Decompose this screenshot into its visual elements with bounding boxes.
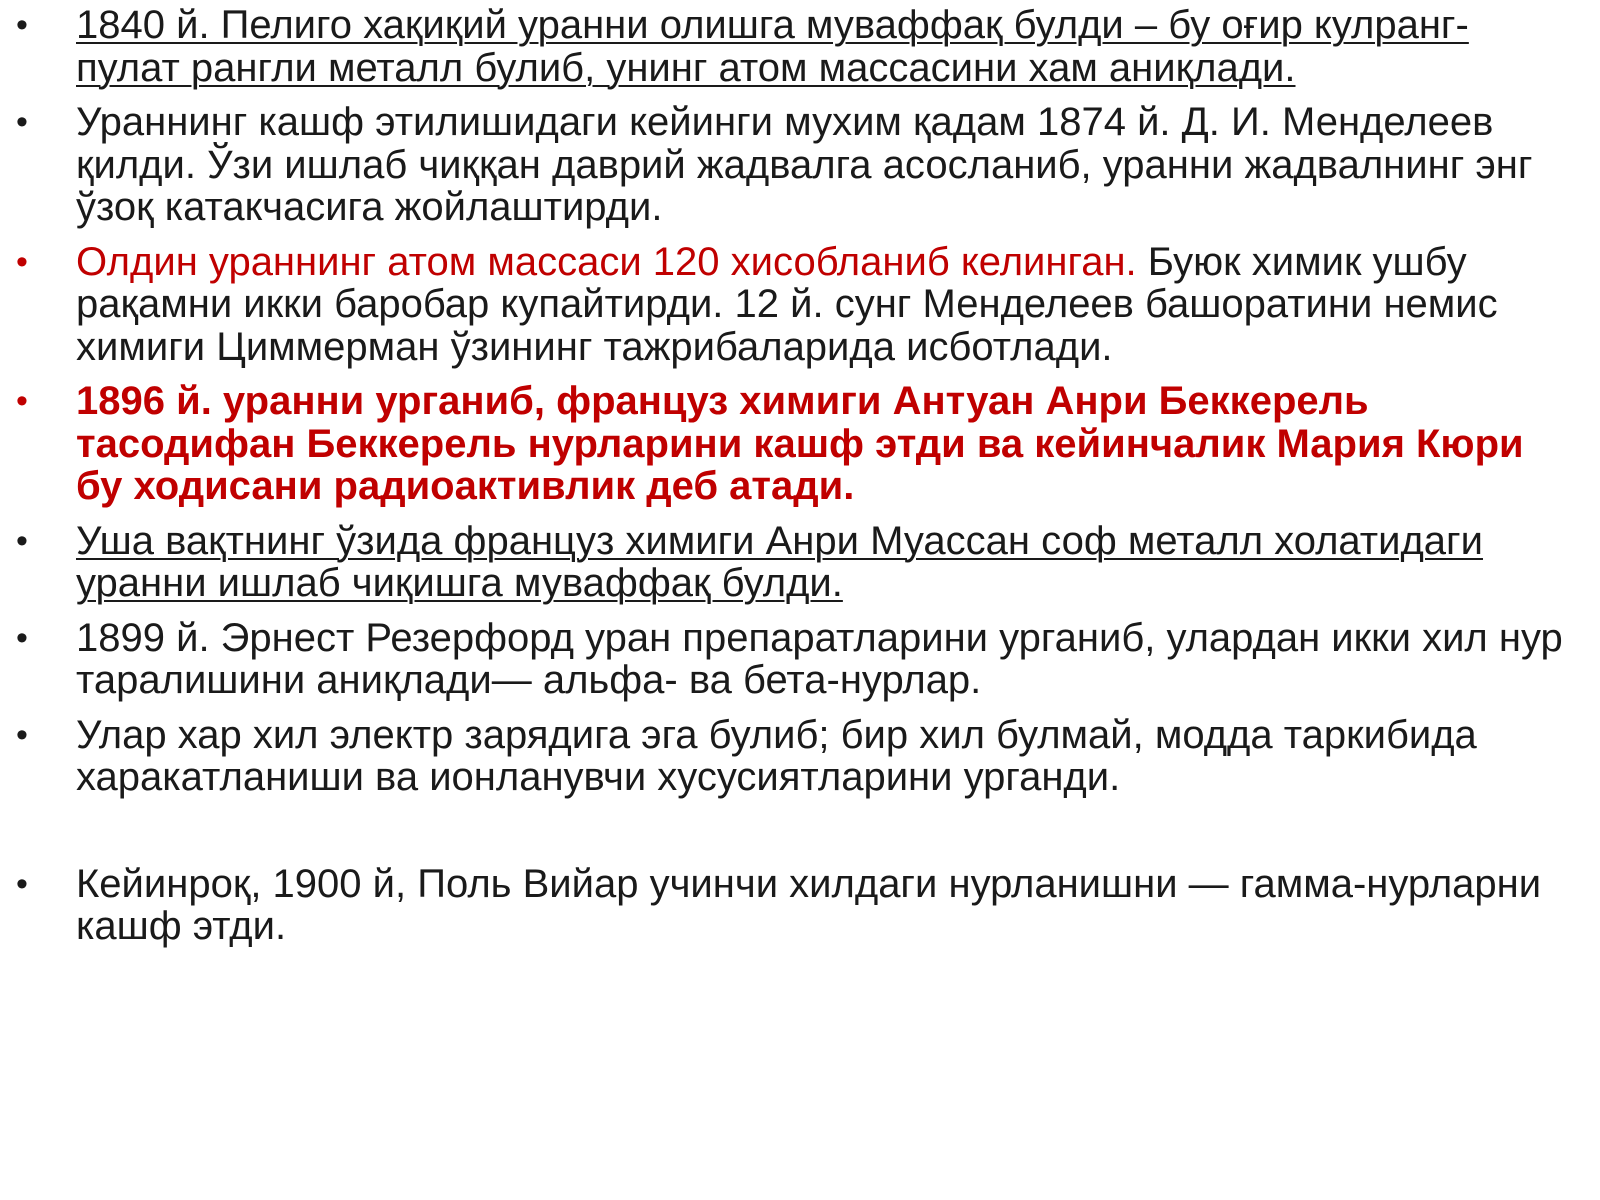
bullet-dot-icon: • <box>16 864 28 903</box>
bullet-item-1896-becquerel <box>0 380 1600 508</box>
bullet-dot-icon: • <box>16 715 28 754</box>
bullet-text: Буюк химик ушбу рақамни икки баробар купайтирди. 12 й. сунг Менделеев башоратини немис химиги Циммерман ўзининг тажрибаларида исботлади. <box>76 239 1498 369</box>
bullet-item-1899-rutherford <box>0 617 1600 702</box>
bullet-dot-icon: • <box>16 242 28 281</box>
bullet-dot-icon: • <box>16 103 28 141</box>
bullet-text: 1899 й. Эрнест Резерфорд уран препаратларини урганиб, улардан икки хил нур таралишини аниқлади— альфа- ва бета-нурлар. <box>76 615 1563 702</box>
bullet-text: Улар хар хил электр зарядига эга булиб; бир хил булмай, модда таркибида харакатланиши ва ионланувчи хусусиятларини урганди. <box>76 712 1477 799</box>
bullet-item-moissan <box>0 520 1600 605</box>
bullet-dot-icon: • <box>16 521 28 560</box>
bullet-text: Кейинроқ, 1900 й, Поль Вийар учинчи хилдаги нурланишни — гамма-нурларни кашф этди. <box>76 861 1542 948</box>
bullet-dot-icon: • <box>16 6 28 44</box>
bullet-text: Ураннинг кашф этилишидаги кейинги мухим қадам 1874 й. Д. И. Менделеев қилди. Ўзи ишлаб чиққан даврий жадвалга асосланиб, уранни жадвалнинг энг ўзоқ катакчасига жойлаштирди. <box>76 100 1533 229</box>
bullet-dot-icon: • <box>16 618 28 657</box>
bullet-text: Уша вақтнинг ўзида француз химиги Анри Муассан соф металл холатидаги уранни ишлаб чиқишга муваффақ булди. <box>76 518 1483 605</box>
bullet-item-1840-peligot <box>0 4 1600 89</box>
bullet-text: 1840 й. Пелиго хақиқий уранни олишга муваффақ булди – бу оғир кулранг-пулат рангли металл булиб, унинг атом массасини хам аниқлади. <box>76 3 1469 90</box>
bullet-item-1874-mendeleev <box>0 101 1600 229</box>
bullet-item-1900-villard <box>0 863 1600 948</box>
bullet-dot-icon: • <box>16 382 28 420</box>
bullet-item-atomic-mass <box>0 241 1600 369</box>
bullet-text-highlight: 1896 й. уранни урганиб, француз химиги Антуан Анри Беккерель тасодифан Беккерель нурларини кашф этди ва кейинчалик Мария Кюри бу ходисани радиоактивлик деб атади. <box>76 379 1524 508</box>
bullet-item-charge <box>0 714 1600 799</box>
bullet-list <box>0 4 1600 960</box>
bullet-text-highlight: Олдин ураннинг атом массаси 120 хисобланиб келинган. <box>76 239 1137 284</box>
